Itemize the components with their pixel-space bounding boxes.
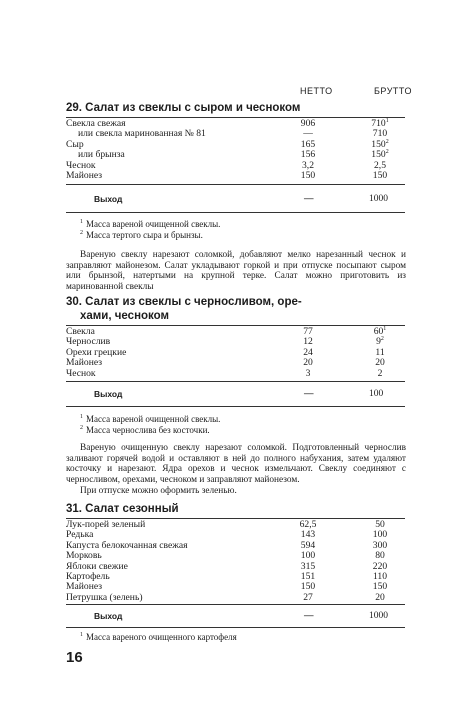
ingredient-row [66, 129, 405, 139]
ingredient-row [66, 369, 405, 379]
brutto-value: 20 [375, 357, 385, 369]
ingredient-name: Свекла [66, 326, 95, 337]
yield-row-30 [66, 389, 405, 401]
ingredient-name: Редька [66, 529, 94, 541]
recipe-title-31: 31. Салат сезонный [66, 503, 179, 515]
footnote-2: $^2$ Масса тертого сыра и брынзы. [80, 230, 203, 240]
ingredient-name: Сыр [66, 138, 84, 150]
brutto-value: $150^2$ [371, 138, 389, 150]
brutto-value: 50 [375, 519, 385, 530]
ingredient-row [66, 593, 405, 603]
brutto-value: $60^1$ [373, 326, 387, 337]
netto-value: — [303, 128, 313, 140]
netto-value: 27 [303, 591, 313, 603]
ingredient-row [66, 161, 405, 171]
serving-note-30: При отпуске можно оформить зеленью. [80, 486, 237, 496]
recipe-instructions-30: Вареную очищенную свеклу нарезают соломкой. Подготовленный чернослив заливают горячей водой и оставляют в ней до полного набухания, затем удаляют косточку и нарезают. Ядра орехов и чеснок измельчают. Свеклу соединяют с черносливом, орехами, чесноком и заправляют майонезом. [66, 443, 406, 485]
column-header-brutto: БРУТТО [374, 86, 413, 96]
footnote-1: $^1$ Масса вареного очищенного картофеля [80, 632, 237, 642]
table-bottom-rule [66, 212, 405, 213]
brutto-value: $9^2$ [376, 336, 384, 348]
netto-value: 150 [300, 169, 316, 181]
yield-rule [66, 604, 405, 605]
netto-value: 20 [303, 357, 313, 369]
brutto-value: 300 [372, 539, 388, 551]
brutto-value: 710 [372, 128, 388, 140]
ingredient-name: Майонез [66, 357, 103, 369]
netto-value: 151 [300, 570, 316, 582]
ingredient-name: Свекла свежая [66, 118, 126, 129]
ingredient-row [66, 327, 405, 337]
ingredient-name: Чернослив [66, 336, 111, 348]
brutto-value: 2 [377, 367, 383, 379]
brutto-value: 150 [372, 169, 388, 181]
yield-brutto: 100 [369, 389, 384, 399]
netto-value: 3,2 [302, 159, 314, 171]
ingredient-row [66, 348, 405, 358]
ingredient-name: Морковь [66, 550, 102, 562]
ingredient-row [66, 572, 405, 582]
ingredient-name: Картофель [66, 570, 110, 582]
ingredient-name: Чеснок [66, 367, 96, 379]
ingredient-name: Орехи грецкие [66, 346, 127, 358]
ingredient-row [66, 171, 405, 181]
column-header-netto: НЕТТО [300, 86, 333, 96]
netto-value: 100 [300, 550, 316, 562]
ingredient-name: Майонез [66, 581, 103, 593]
yield-brutto: 1000 [369, 611, 388, 621]
brutto-value: $150^2$ [371, 149, 389, 161]
footnote-1: $^1$ Масса вареной очищенной свеклы. [80, 414, 221, 424]
ingredient-row [66, 520, 405, 530]
yield-rule [66, 184, 405, 185]
yield-row-31 [66, 611, 405, 623]
ingredient-row [66, 562, 405, 572]
ingredient-name: Лук-порей зеленый [66, 519, 146, 530]
brutto-value: 100 [372, 529, 388, 541]
brutto-value: 220 [372, 560, 388, 572]
ingredient-name: Чеснок [66, 159, 96, 171]
table-bottom-rule [66, 406, 405, 407]
ingredient-name: Капуста белокочанная свежая [66, 539, 188, 551]
table-bottom-rule [66, 627, 405, 628]
ingredient-table-30 [66, 327, 405, 379]
netto-value: 150 [300, 581, 316, 593]
ingredient-name: Майонез [66, 169, 103, 181]
yield-label: Выход [94, 194, 123, 204]
page-number: 16 [66, 649, 83, 666]
brutto-value: 2,5 [374, 159, 386, 171]
netto-value: 3 [305, 367, 311, 379]
ingredient-name: Петрушка (зелень) [66, 591, 143, 603]
yield-label: Выход [94, 611, 123, 621]
netto-value: 77 [303, 326, 313, 337]
ingredient-name: или свекла маринованная № 81 [78, 128, 206, 140]
netto-value: 594 [300, 539, 316, 551]
netto-value: 906 [300, 118, 316, 129]
yield-row-29 [66, 194, 405, 206]
ingredient-name: Яблоки свежие [66, 560, 128, 572]
netto-value: 156 [300, 149, 316, 161]
netto-value: 62,5 [299, 519, 317, 530]
netto-value: 165 [300, 138, 316, 150]
footnote-2: $^2$ Масса чернослива без косточки. [80, 425, 210, 435]
netto-value: 143 [300, 529, 316, 541]
netto-value: 24 [303, 346, 313, 358]
recipe-title-30: 30. Салат из свеклы с черносливом, оре- хами, чесноком [66, 296, 302, 322]
brutto-value: 150 [372, 581, 388, 593]
brutto-value: 20 [375, 591, 385, 603]
yield-netto: — [304, 194, 314, 204]
netto-value: 315 [300, 560, 316, 572]
yield-netto: — [304, 389, 314, 399]
ingredient-name: или брынза [78, 149, 125, 161]
ingredient-row [66, 150, 405, 160]
recipe-instructions-29: Вареную свеклу нарезают соломкой, добавляют мелко нарезанный чеснок и заправляют майонезом. Салат укладывают горкой и при отпуске посыпают сыром или брынзой, натертыми на крупной терке. Салат можно приготовить из маринованной свеклы [66, 250, 406, 292]
brutto-value: 11 [375, 346, 385, 358]
brutto-value: $710^1$ [371, 118, 389, 129]
ingredient-row [66, 551, 405, 561]
yield-rule [66, 381, 405, 382]
ingredient-row [66, 358, 405, 368]
brutto-value: 80 [375, 550, 385, 562]
footnote-1: $^1$ Масса вареной очищенной свеклы. [80, 219, 221, 229]
recipe-title-29: 29. Салат из свеклы с сыром и чесноком [66, 102, 301, 114]
yield-brutto: 1000 [369, 194, 388, 204]
ingredient-table-29 [66, 119, 405, 181]
yield-netto: — [304, 611, 314, 621]
table-top-rule [66, 325, 405, 326]
netto-value: 12 [303, 336, 313, 348]
brutto-value: 110 [372, 570, 388, 582]
ingredient-table-31 [66, 520, 405, 603]
yield-label: Выход [94, 389, 123, 399]
ingredient-row [66, 541, 405, 551]
